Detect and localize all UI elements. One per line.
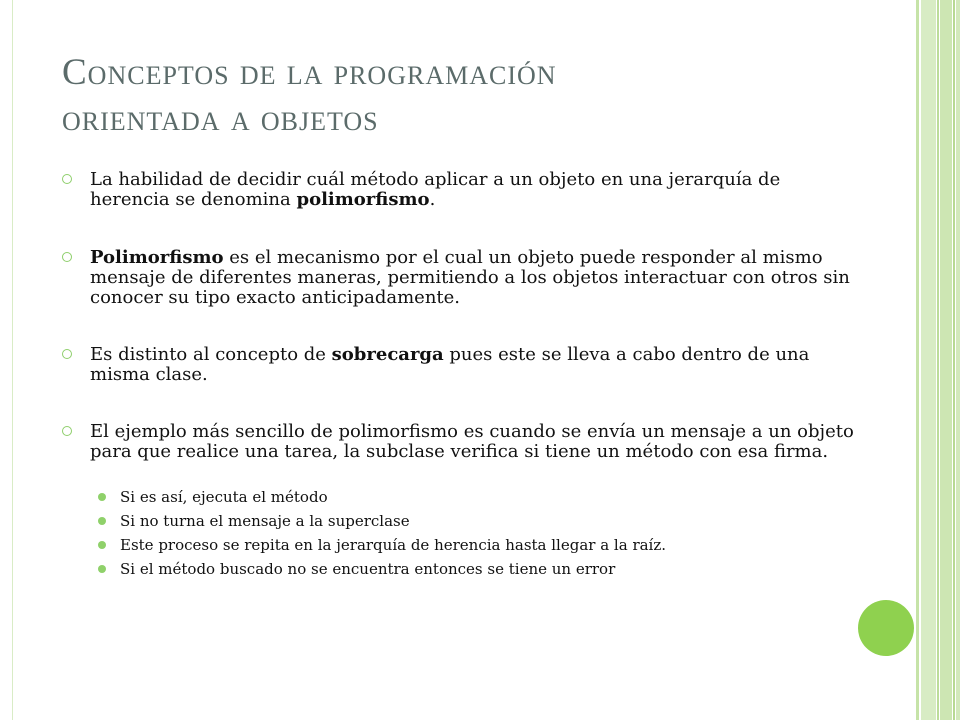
sub-bullet-item [98, 560, 862, 578]
dot-bullet-icon [98, 493, 106, 501]
circle-bullet-icon [62, 349, 72, 359]
stripe [956, 0, 960, 720]
slide-content [62, 170, 862, 584]
bullet-text: Es distinto al concepto de [90, 344, 332, 365]
decorative-stripes [916, 0, 960, 720]
decorative-green-circle [858, 600, 914, 656]
bullet-bold-term: sobrecarga [331, 344, 444, 365]
bullet-item [62, 422, 862, 462]
stripe [937, 0, 939, 720]
bullet-text: pues este se lleva a cabo dentro de una misma clase. [90, 344, 810, 385]
bullet-item [62, 170, 862, 210]
sub-bullet-text: Si no turna el mensaje a la superclase [120, 512, 410, 530]
title-line-1: Conceptos de la programación [62, 52, 557, 93]
bullet-item [62, 248, 862, 308]
sub-bullet-text: Este proceso se repita en la jerarquía de herencia hasta llegar a la raíz. [120, 536, 667, 554]
sub-bullet-item [98, 536, 862, 554]
sub-bullet-text: Si el método buscado no se encuentra entonces se tiene un error [120, 560, 616, 578]
slide-title [62, 50, 882, 142]
bullet-text: La habilidad de decidir cuál método aplicar a un objeto en una jerarquía de herencia se denomina [90, 169, 781, 210]
stripe [940, 0, 952, 720]
dot-bullet-icon [98, 541, 106, 549]
dot-bullet-icon [98, 517, 106, 525]
sub-bullet-item [98, 512, 862, 530]
bullet-text: es el mecanismo por el cual un objeto puede responder al mismo mensaje de diferentes maneras, permitiendo a los objetos interactuar con otros sin conocer su tipo exacto anticipadamente. [90, 247, 850, 308]
title-line-2: orientada a objetos [62, 98, 379, 139]
sub-bullet-text: Si es así, ejecuta el método [120, 488, 328, 506]
circle-bullet-icon [62, 426, 72, 436]
stripe [921, 0, 936, 720]
dot-bullet-icon [98, 565, 106, 573]
bullet-item [62, 345, 862, 385]
stripe [953, 0, 955, 720]
sub-bullet-item [98, 488, 862, 506]
bullet-bold-term: Polimorfismo [90, 247, 224, 268]
sub-bullet-list [62, 488, 862, 578]
left-guide-line [12, 0, 13, 720]
circle-bullet-icon [62, 174, 72, 184]
bullet-text: El ejemplo más sencillo de polimorfismo es cuando se envía un mensaje a un objeto para que realice una tarea, la subclase verifica si tiene un método con esa firma. [90, 421, 854, 462]
bullet-text: . [429, 189, 436, 210]
stripe [916, 0, 919, 720]
bullet-bold-term: polimorfismo [296, 189, 430, 210]
circle-bullet-icon [62, 252, 72, 262]
